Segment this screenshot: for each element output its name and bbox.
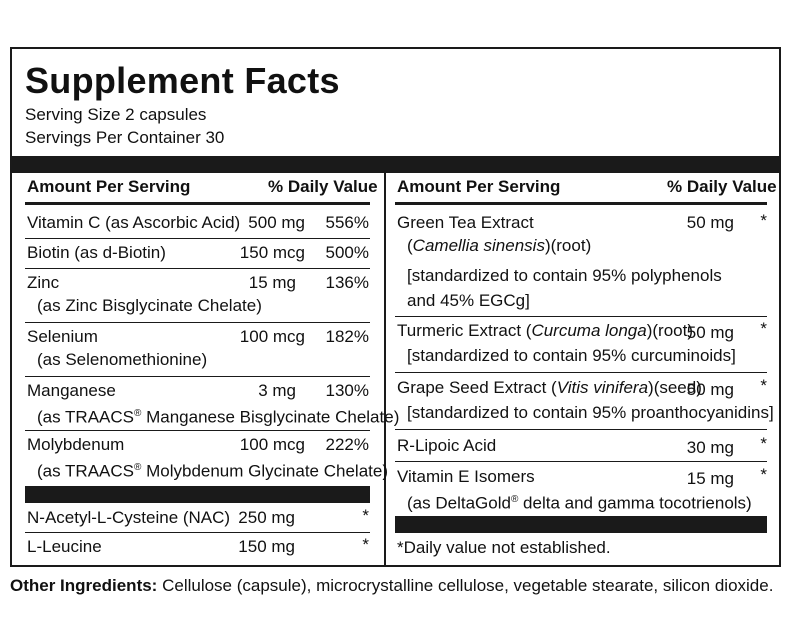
row-divider — [25, 376, 370, 377]
registered-mark: ® — [134, 462, 142, 473]
right-header-rule — [395, 202, 767, 205]
other-ingredients-label: Other Ingredients: — [10, 576, 158, 595]
nutrient-amount: 100 mcg — [239, 435, 305, 454]
nutrient-name: Molybdenum — [27, 435, 125, 454]
nutrient-standardization: [standardized to contain 95% polyphenols — [407, 266, 722, 285]
nutrient-dv: 130% — [325, 381, 369, 400]
nutrient-source: (as DeltaGold® delta and gamma tocotrienols) — [407, 493, 752, 513]
nutrient-dv: * — [760, 434, 767, 453]
row-divider — [395, 316, 767, 317]
left-header-dv: % Daily Value — [268, 177, 378, 196]
servings-per-container: Servings Per Container 30 — [25, 128, 225, 147]
nutrient-dv: 136% — [325, 273, 369, 292]
row-divider — [395, 372, 767, 373]
nutrient-name: Vitamin E Isomers — [397, 467, 535, 486]
nutrient-name: N-Acetyl-L-Cysteine (NAC) — [27, 508, 231, 527]
nutrient-dv: * — [760, 319, 767, 338]
nutrient-dv: * — [760, 211, 767, 230]
nutrient-amount: 3 mg — [258, 381, 296, 400]
left-section-bar — [25, 486, 370, 503]
nutrient-dv: 222% — [325, 435, 369, 454]
nutrient-dv: 500% — [325, 243, 369, 262]
nutrient-name: R-Lipoic Acid — [397, 436, 497, 455]
row-divider — [25, 322, 370, 323]
nutrient-amount: 100 mcg — [239, 327, 305, 346]
row-divider — [25, 268, 370, 269]
nutrient-amount: 500 mg — [248, 213, 305, 232]
nutrient-source: (as TRAACS® Manganese Bisglycinate Chelate) — [37, 407, 400, 427]
nutrient-name: L-Leucine — [27, 537, 102, 556]
top-divider-bar — [10, 156, 781, 173]
row-divider — [25, 430, 370, 431]
nutrient-amount: 250 mg — [238, 508, 295, 527]
registered-mark: ® — [134, 408, 142, 419]
nutrient-standardization: [standardized to contain 95% proanthocyanidins] — [407, 403, 774, 422]
nutrient-amount: 50 mg — [686, 380, 734, 399]
serving-size: Serving Size 2 capsules — [25, 105, 207, 124]
nutrient-amount: 50 mg — [686, 213, 734, 232]
nutrient-dv: * — [362, 506, 369, 525]
right-header-amount: Amount Per Serving — [397, 177, 561, 196]
nutrient-name: Manganese — [27, 381, 116, 400]
other-ingredients — [10, 576, 773, 596]
column-divider — [384, 173, 386, 567]
nutrient-amount: 15 mg — [248, 273, 296, 292]
nutrient-dv: 556% — [325, 213, 369, 232]
nutrient-amount: 150 mg — [238, 537, 295, 556]
nutrient-dv: 182% — [325, 327, 369, 346]
nutrient-dv: * — [760, 465, 767, 484]
nutrient-source: (Camellia sinensis)(root) — [407, 236, 592, 255]
nutrient-amount: 15 mg — [686, 469, 734, 488]
nutrient-source: (as Zinc Bisglycinate Chelate) — [37, 296, 262, 315]
nutrient-source: (as TRAACS® Molybdenum Glycinate Chelate) — [37, 461, 388, 481]
footnote: *Daily value not established. — [397, 538, 611, 557]
row-divider — [25, 532, 370, 533]
registered-mark: ® — [510, 494, 519, 505]
nutrient-amount: 50 mg — [686, 323, 734, 342]
nutrient-name: Vitamin C (as Ascorbic Acid) — [27, 213, 241, 232]
nutrient-name: Turmeric Extract (Curcuma longa)(root) — [397, 321, 693, 340]
nutrient-dv: * — [760, 376, 767, 395]
nutrient-source: (as Selenomethionine) — [37, 350, 208, 369]
nutrient-name: Biotin (as d-Biotin) — [27, 243, 166, 262]
right-section-bar — [395, 516, 767, 533]
other-ingredients-text: Cellulose (capsule), microcrystalline cellulose, vegetable stearate, silicon dioxide. — [157, 576, 774, 595]
row-divider — [25, 238, 370, 239]
page-title: Supplement Facts — [25, 60, 340, 101]
nutrient-name: Green Tea Extract — [397, 213, 534, 232]
row-divider — [395, 429, 767, 430]
nutrient-amount: 30 mg — [686, 438, 734, 457]
nutrient-standardization: [standardized to contain 95% curcuminoids] — [407, 346, 736, 365]
nutrient-amount: 150 mcg — [239, 243, 305, 262]
nutrient-name: Zinc — [27, 273, 60, 292]
row-divider — [395, 461, 767, 462]
left-header-amount: Amount Per Serving — [27, 177, 191, 196]
nutrient-dv: * — [362, 535, 369, 554]
nutrient-name: Grape Seed Extract (Vitis vinifera)(seed) — [397, 378, 702, 397]
nutrient-standardization: and 45% EGCg] — [407, 291, 530, 310]
left-header-rule — [25, 202, 370, 205]
right-header-dv: % Daily Value — [667, 177, 777, 196]
nutrient-name: Selenium — [27, 327, 98, 346]
